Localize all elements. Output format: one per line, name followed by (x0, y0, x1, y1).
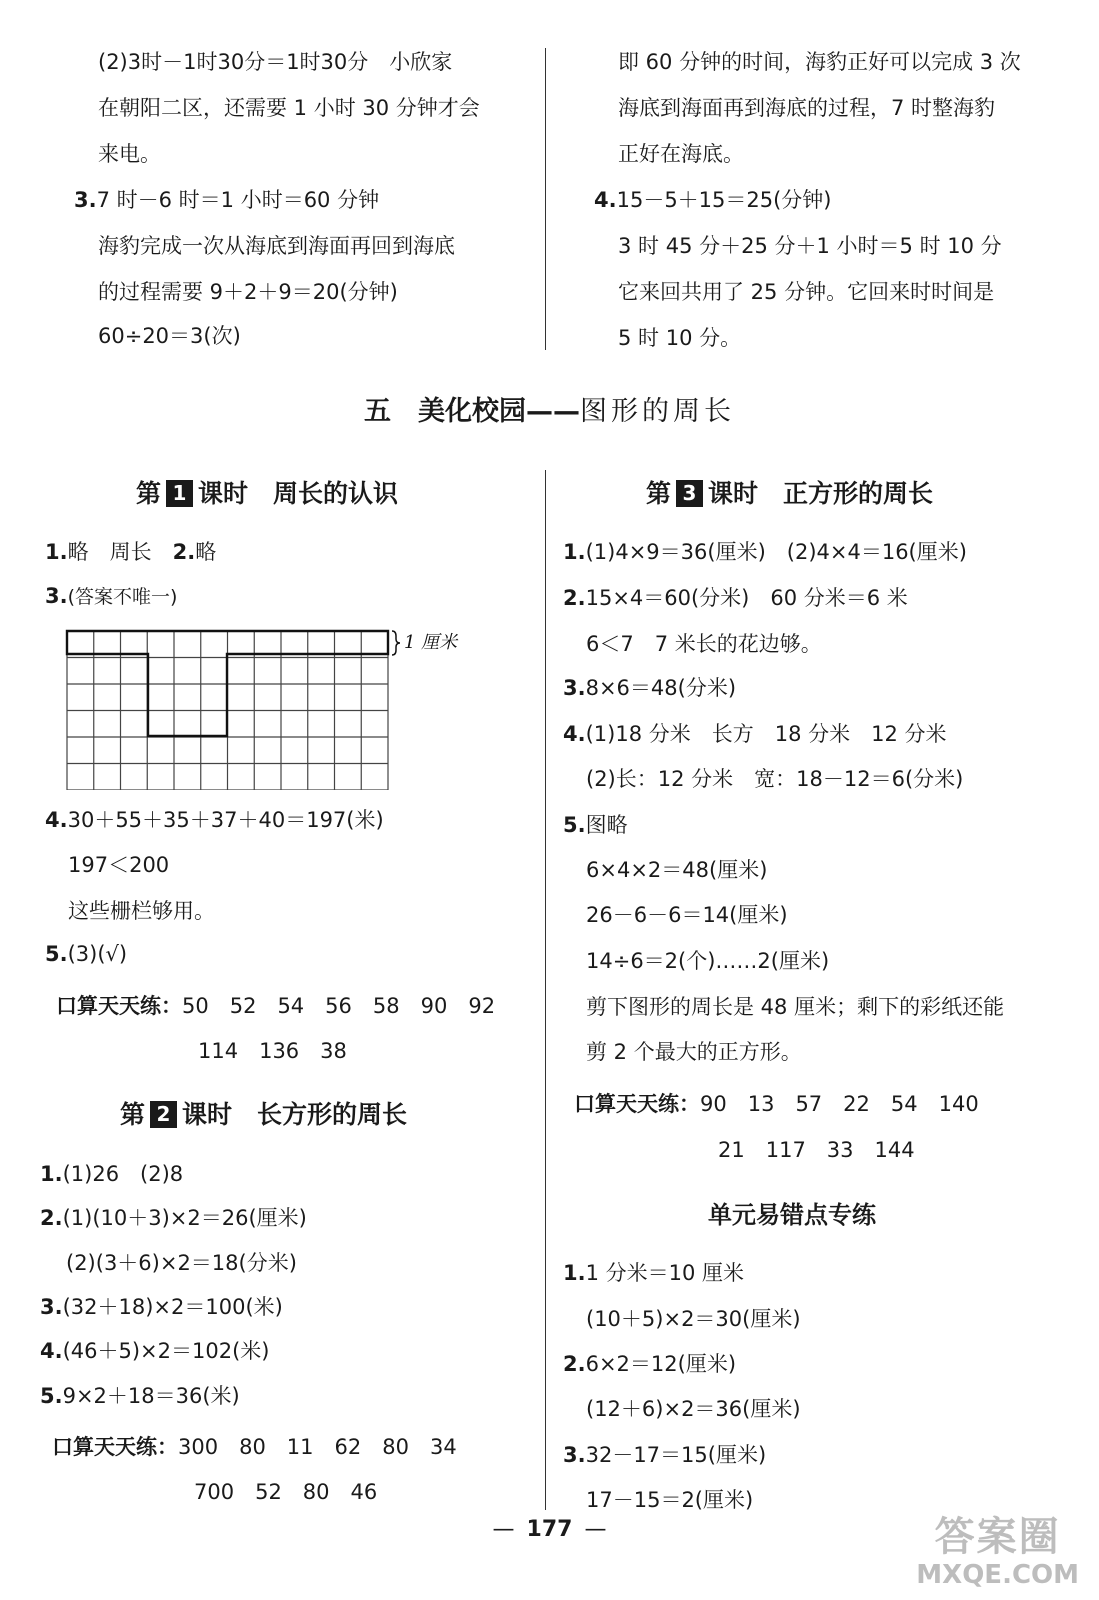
column-divider-top (545, 48, 546, 350)
err-line-4 (586, 1395, 801, 1423)
unit-title-main: 五 美化校园—— (364, 396, 580, 427)
l1-answer-5 (45, 940, 127, 968)
question-number: 1. (40, 1162, 63, 1186)
lesson-3-heading (646, 477, 933, 511)
dash-left: — (492, 1517, 515, 1542)
answer-text: (3)(√) (67, 942, 128, 966)
l2-mental-math-1 (52, 1433, 457, 1461)
unit-title-sub: 图形的周长 (580, 396, 735, 427)
l1-answer-4 (45, 806, 384, 834)
l2-line-2 (40, 1204, 307, 1232)
answer-text: (2)(3＋6)×2＝18(分米) (66, 1251, 297, 1275)
question-number: 2. (563, 1352, 586, 1376)
heading-prefix: 第 (646, 479, 672, 508)
question-number: 4. (40, 1339, 63, 1363)
question-number: 3. (563, 1443, 586, 1467)
watermark-url: MXQE.COM (916, 1560, 1079, 1590)
column-divider-bottom (545, 470, 546, 1510)
unit-title (0, 392, 1099, 432)
question-number: 3. (74, 188, 97, 212)
answer-text: (12＋6)×2＝36(厘米) (586, 1397, 801, 1421)
question-number: 2. (40, 1206, 63, 1230)
top-right-line-2: 海底到海面再到海底的过程，7 时整海豹 (618, 96, 996, 120)
l3-line-4 (563, 674, 736, 702)
lesson-number-badge: 1 (166, 480, 193, 507)
answer-text: 9×2＋18＝36(米) (62, 1384, 240, 1408)
top-right-line-4 (594, 186, 832, 214)
question-number: 5. (563, 813, 586, 837)
grid-bracket (392, 631, 400, 655)
answer-text: (1)(10＋3)×2＝26(厘米) (62, 1206, 307, 1230)
err-line-1 (563, 1259, 744, 1287)
answer-text: 略 (195, 540, 217, 564)
err-line-6 (586, 1486, 753, 1514)
top-left-line-7: 60÷20＝3(次) (98, 324, 241, 348)
answer-text: 1 分米＝10 厘米 (585, 1261, 745, 1285)
lesson-number-badge: 3 (676, 480, 703, 507)
answer-text: 15－5＋15＝25(分钟) (616, 188, 832, 212)
watermark (916, 1514, 1079, 1590)
answer-text: 6×4×2＝48(厘米) (586, 858, 768, 882)
answer-text: 17－15＝2(厘米) (586, 1488, 754, 1512)
top-left-line-2: 在朝阳二区，还需要 1 小时 30 分钟才会 (98, 96, 480, 120)
question-number: 2. (172, 540, 196, 564)
page-number-value: 177 (526, 1517, 573, 1542)
l2-line-5 (40, 1337, 270, 1365)
l3-line-5 (563, 720, 947, 748)
answer-text: 6×2＝12(厘米) (585, 1352, 737, 1376)
l3-line-10 (586, 947, 829, 975)
answer-text: (1)4×9＝36(厘米) (2)4×4＝16(厘米) (585, 540, 967, 564)
question-number: 2. (563, 586, 586, 610)
top-left-line-5: 海豹完成一次从海底到海面再回到海底 (98, 234, 455, 258)
question-number: 1. (45, 540, 68, 564)
l3-line-12 (586, 1038, 802, 1066)
question-number: 4. (563, 722, 586, 746)
l1-mental-math-1 (56, 992, 495, 1020)
top-left-line-1: (2)3时－1时30分＝1时30分 小欣家 (98, 50, 453, 74)
l2-line-4 (40, 1293, 283, 1321)
l3-line-1 (563, 538, 967, 566)
l1-answer-3 (45, 582, 177, 611)
question-number: 3. (45, 584, 68, 608)
question-number: 1. (563, 1261, 586, 1285)
l1-answer-4c: 这些栅栏够用。 (68, 899, 215, 923)
answer-text: 剪 2 个最大的正方形。 (586, 1040, 802, 1064)
answer-text: 剪下图形的周长是 48 厘米；剩下的彩纸还能 (586, 995, 1005, 1019)
question-number: 4. (45, 808, 68, 832)
l2-line-6 (40, 1382, 240, 1410)
answer-text: 图略 (585, 813, 628, 837)
heading-title: 课时 正方形的周长 (708, 479, 934, 508)
answer-text: 32－17＝15(厘米) (585, 1443, 767, 1467)
top-left-line-3: 来电。 (98, 142, 161, 166)
answer-text: (1)26 (2)8 (62, 1162, 184, 1186)
answer-text: 8×6＝48(分米) (585, 676, 737, 700)
mental-math-label: 口算天天练： (52, 1435, 178, 1459)
question-number: 5. (40, 1384, 63, 1408)
grid-scale-label: 1 厘米 (404, 632, 458, 653)
question-number: 5. (45, 942, 68, 966)
top-right-line-5: 3 时 45 分＋25 分＋1 小时＝5 时 10 分 (618, 234, 1002, 258)
l3-mental-math-1 (574, 1090, 979, 1118)
dash-right: — (584, 1517, 607, 1542)
top-left-line-4 (74, 186, 379, 214)
answer-text: 15×4＝60(分米) 60 分米＝6 米 (585, 586, 908, 610)
answer-text: (10＋5)×2＝30(厘米) (586, 1307, 801, 1331)
heading-title: 课时 长方形的周长 (182, 1100, 408, 1129)
answer-text: (2)长：12 分米 宽：18－12＝6(分米) (586, 767, 964, 791)
l3-mental-math-2: 21 117 33 144 (718, 1138, 915, 1162)
mental-math-label: 口算天天练： (574, 1092, 700, 1116)
question-number: 1. (563, 540, 586, 564)
mental-math-answers: 300 80 11 62 80 34 (178, 1435, 457, 1459)
watermark-logo-text: 答案圈 (934, 1514, 1061, 1560)
top-left-line-6: 的过程需要 9＋2＋9＝20(分钟) (98, 280, 398, 304)
l1-answer-4b: 197＜200 (68, 853, 170, 877)
l2-line-1 (40, 1160, 183, 1188)
error-practice-heading: 单元易错点专练 (708, 1201, 876, 1229)
lesson-1-heading (136, 477, 398, 511)
top-right-line-1: 即 60 分钟的时间，海豹正好可以完成 3 次 (618, 50, 1021, 74)
heading-prefix: 第 (120, 1100, 146, 1129)
top-right-line-3: 正好在海底。 (618, 142, 744, 166)
answer-text: (答案不唯一) (67, 586, 178, 608)
err-line-5 (563, 1441, 766, 1469)
err-line-3 (563, 1350, 736, 1378)
question-number: 3. (563, 676, 586, 700)
answer-text: (46＋5)×2＝102(米) (62, 1339, 270, 1363)
l3-line-2 (563, 584, 908, 612)
answer-text: 略 周长 (67, 540, 173, 564)
heading-title: 课时 周长的认识 (198, 479, 399, 508)
question-number: 4. (594, 188, 617, 212)
l3-line-6 (586, 765, 963, 793)
l3-line-11 (586, 993, 1004, 1021)
answer-text: (32＋18)×2＝100(米) (62, 1295, 283, 1319)
l2-mental-math-2: 700 52 80 46 (194, 1480, 378, 1504)
l3-line-8 (586, 856, 767, 884)
answer-text: (1)18 分米 长方 18 分米 12 分米 (585, 722, 947, 746)
answer-text: 14÷6＝2(个)……2(厘米) (586, 949, 830, 973)
l2-line-3 (66, 1249, 297, 1277)
l1-answer-1-2 (45, 538, 216, 566)
lesson-2-heading (120, 1098, 407, 1132)
top-right-line-7: 5 时 10 分。 (618, 326, 742, 350)
grid-figure (60, 624, 480, 790)
err-line-2 (586, 1305, 801, 1333)
l3-line-7 (563, 811, 628, 839)
answer-text: 30＋55＋35＋37＋40＝197(米) (67, 808, 384, 832)
lesson-number-badge: 2 (150, 1101, 177, 1128)
mental-math-answers: 50 52 54 56 58 90 92 (182, 994, 496, 1018)
answer-text: 6＜7 7 米长的花边够。 (586, 632, 822, 656)
l3-line-3 (586, 630, 822, 658)
top-right-line-6: 它来回共用了 25 分钟。它回来时时间是 (618, 280, 995, 304)
mental-math-label: 口算天天练： (56, 994, 182, 1018)
l1-mental-math-2: 114 136 38 (198, 1039, 347, 1063)
mental-math-answers: 90 13 57 22 54 140 (700, 1092, 979, 1116)
answer-text: 7 时－6 时＝1 小时＝60 分钟 (96, 188, 380, 212)
question-number: 3. (40, 1295, 63, 1319)
l3-line-9 (586, 901, 788, 929)
answer-text: 26－6－6＝14(厘米) (586, 903, 788, 927)
heading-prefix: 第 (136, 479, 162, 508)
